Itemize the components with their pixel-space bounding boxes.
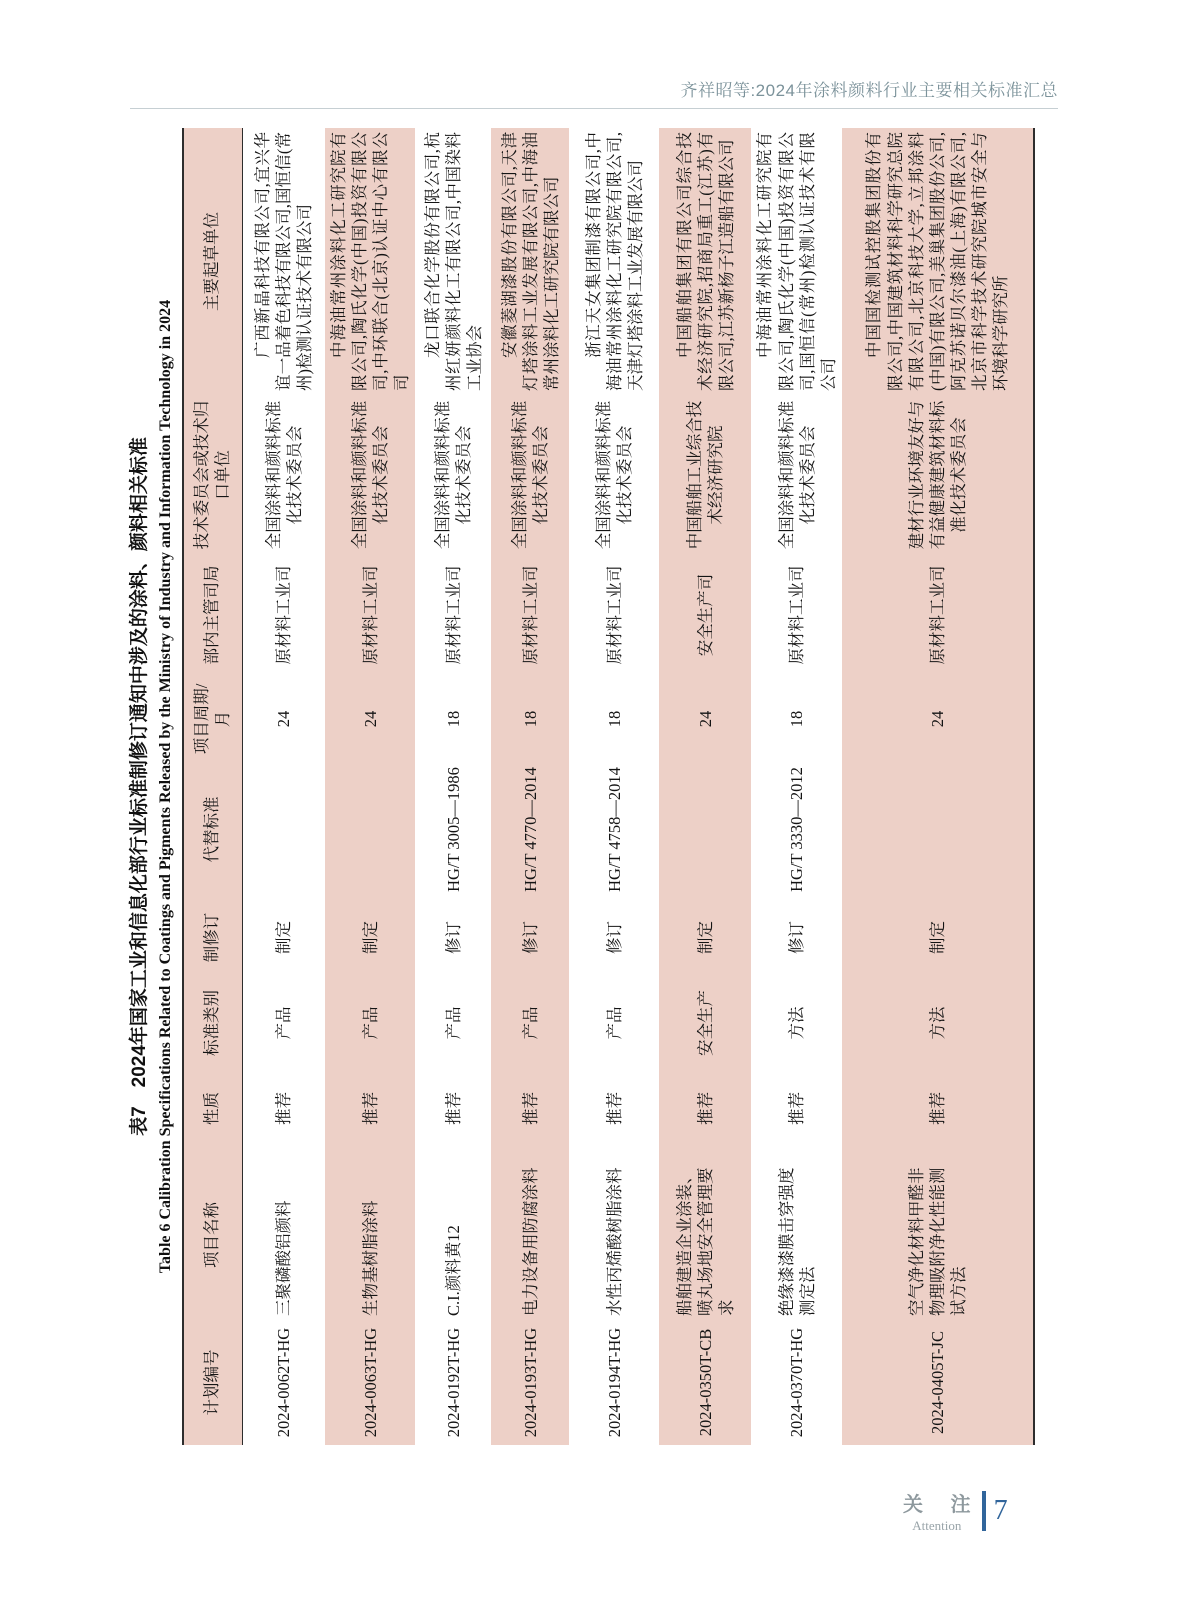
cell-category: 安全生产 — [695, 990, 715, 1056]
cell-replaces — [242, 763, 325, 896]
cell-plan_no: 2024-0193T-HG — [520, 1327, 540, 1438]
cell-drafters: 浙江天女集团制漆有限公司,中海油常州涂料化工研究院有限公司,天津灯塔涂料工业发展有限公司 — [583, 132, 645, 391]
cell-committee: 全国涂料和颜料标准化技术委员会 — [776, 400, 817, 550]
page-footer — [903, 1488, 1008, 1534]
page-number: 7 — [993, 1495, 1008, 1526]
cell-nature: 推荐 — [274, 1092, 294, 1125]
cell-plan_no: 2024-0350T-CB — [695, 1328, 715, 1437]
cell-action: 制定 — [274, 921, 294, 954]
cell-nature: 推荐 — [443, 1092, 463, 1125]
cell-action: 制定 — [695, 921, 715, 954]
cell-replaces: HG/T 3330—2012 — [787, 767, 807, 892]
cell-action: 修订 — [443, 921, 463, 954]
table-row — [415, 128, 491, 1445]
cell-name: 空气净化材料甲醛非物理吸附净化性能测试方法 — [906, 1167, 968, 1316]
cell-nature: 推荐 — [604, 1092, 624, 1125]
cell-replaces: HG/T 4758—2014 — [604, 767, 624, 892]
col-header-dept: 部内主管司局 — [183, 555, 242, 675]
cell-dept: 原材料工业司 — [520, 565, 540, 665]
cell-plan_no: 2024-0370T-HG — [787, 1327, 807, 1438]
cell-cycle: 18 — [604, 710, 624, 728]
cell-cycle: 24 — [274, 710, 294, 728]
footer-divider-bar — [982, 1491, 986, 1531]
cell-category: 方法 — [787, 1006, 807, 1040]
cell-committee: 全国涂料和颜料标准化技术委员会 — [350, 400, 391, 550]
cell-action: 制定 — [927, 921, 947, 954]
col-header-category: 标准类别 — [183, 979, 242, 1067]
cell-cycle: 24 — [695, 710, 715, 728]
cell-replaces — [842, 763, 1034, 896]
col-header-nature: 性质 — [183, 1067, 242, 1150]
cell-name: 水性丙烯酸树脂涂料 — [604, 1167, 624, 1316]
cell-name: 绝缘漆漆膜击穿强度测定法 — [776, 1167, 817, 1316]
cell-category: 产品 — [443, 1006, 463, 1040]
cell-dept: 原材料工业司 — [787, 565, 807, 665]
cell-replaces: HG/T 3005—1986 — [443, 767, 463, 892]
cell-replaces — [659, 763, 751, 896]
cell-plan_no: 2024-0062T-HG — [274, 1327, 294, 1438]
cell-drafters: 中海油常州涂料化工研究院有限公司,陶氏化学(中国)投资有限公司,中环联合(北京)认证中心有限公司 — [329, 132, 412, 391]
cell-drafters: 中海油常州涂料化工研究院有限公司,陶氏化学(中国)投资有限公司,国恒信(常州)检测认证技术有限公司 — [755, 132, 838, 391]
table-row — [659, 128, 751, 1445]
cell-nature: 推荐 — [360, 1092, 380, 1125]
running-head — [130, 76, 1058, 109]
cell-category: 产品 — [520, 1006, 540, 1040]
cell-action: 制定 — [360, 921, 380, 954]
cell-action: 修订 — [520, 921, 540, 954]
col-header-plan_no: 计划编号 — [183, 1320, 242, 1445]
cell-committee: 全国涂料和颜料标准化技术委员会 — [263, 400, 304, 550]
cell-dept: 安全生产司 — [695, 573, 715, 657]
table-row — [325, 128, 415, 1445]
cell-replaces — [325, 763, 415, 896]
cell-name: 三聚磷酸铝颜料 — [274, 1200, 294, 1316]
cell-name: 电力设备用防腐涂料 — [520, 1167, 540, 1316]
table-row — [569, 128, 659, 1445]
cell-replaces: HG/T 4770—2014 — [520, 767, 540, 892]
cell-category: 方法 — [927, 1006, 947, 1040]
cell-cycle: 18 — [787, 710, 807, 728]
cell-dept: 原材料工业司 — [443, 565, 463, 665]
cell-drafters: 广西新晶科技有限公司,宜兴华谊一品着色科技有限公司,国恒信(常州)检测认证技术有限公司 — [253, 132, 315, 391]
standards-table — [182, 128, 1035, 1445]
footer-section — [903, 1488, 971, 1534]
cell-action: 修订 — [604, 921, 624, 954]
cell-committee: 建材行业环境友好与有益健康建筑材料标准化技术委员会 — [906, 400, 968, 550]
cell-name: 生物基树脂涂料 — [360, 1200, 380, 1316]
cell-nature: 推荐 — [695, 1092, 715, 1125]
cell-drafters: 中国船舶集团有限公司综合技术经济研究院,招商局重工(江苏)有限公司,江苏新杨子江造船有限公司 — [674, 132, 736, 391]
table-title-zh: 表7 2024年国家工业和信息化部行业标准制修订通知中涉及的涂料、颜料相关标准 — [129, 437, 150, 1136]
table-row — [491, 128, 569, 1445]
table-header-row — [183, 128, 242, 1445]
cell-action: 修订 — [787, 921, 807, 954]
col-header-drafters: 主要起草单位 — [183, 128, 242, 395]
cell-nature: 推荐 — [787, 1092, 807, 1125]
cell-cycle: 24 — [360, 710, 380, 728]
col-header-cycle: 项目周期/月 — [183, 675, 242, 763]
cell-drafters: 龙口联合化学股份有限公司,杭州红妍颜料化工有限公司,中国染料工业协会 — [422, 132, 484, 391]
cell-committee: 全国涂料和颜料标准化技术委员会 — [433, 400, 474, 550]
col-header-action: 制修订 — [183, 896, 242, 979]
rotated-table-area — [128, 128, 1035, 1445]
cell-nature: 推荐 — [520, 1092, 540, 1125]
col-header-committee: 技术委员会或技术归口单位 — [183, 395, 242, 555]
table-title-en: Table 6 Calibration Specifications Related to Coatings and Pigments Released by the Ministry of Industry and Information Technology in 2024 — [157, 299, 174, 1274]
cell-dept: 原材料工业司 — [604, 565, 624, 665]
table-row — [751, 128, 841, 1445]
cell-name: 船舶建造企业涂装、喷丸场地安全管理要求 — [674, 1167, 736, 1316]
cell-plan_no: 2024-0063T-HG — [360, 1327, 380, 1438]
cell-drafters: 安徽菱湖漆股份有限公司,天津灯塔涂料工业发展有限公司,中海油常州涂料化工研究院有限公司 — [499, 132, 561, 391]
running-head-text: 齐祥昭等:2024年涂料颜料行业主要相关标准汇总 — [680, 81, 1058, 100]
cell-cycle: 18 — [520, 710, 540, 728]
cell-cycle: 18 — [443, 710, 463, 728]
col-header-replaces: 代替标准 — [183, 763, 242, 896]
cell-cycle: 24 — [927, 710, 947, 728]
cell-dept: 原材料工业司 — [927, 565, 947, 665]
cell-category: 产品 — [604, 1006, 624, 1040]
cell-name: C.I.颜料黄12 — [443, 1225, 463, 1316]
col-header-name: 项目名称 — [183, 1150, 242, 1320]
cell-dept: 原材料工业司 — [274, 565, 294, 665]
cell-nature: 推荐 — [927, 1092, 947, 1125]
footer-section-label-zh: 关 注 — [903, 1494, 971, 1516]
cell-drafters: 中国国检测试控股集团股份有限公司,中国建筑材料科学研究总院有限公司,北京科技大学,立邦涂料(中国)有限公司,美巢集团股份公司,阿克苏诺贝尔漆油(上海)有限公司,北京市科学技术研究院城市安全与环境科学研究所 — [864, 132, 1011, 391]
cell-committee: 全国涂料和颜料标准化技术委员会 — [594, 400, 635, 550]
cell-category: 产品 — [274, 1006, 294, 1040]
cell-dept: 原材料工业司 — [360, 565, 380, 665]
cell-plan_no: 2024-0192T-HG — [443, 1327, 463, 1438]
cell-committee: 全国涂料和颜料标准化技术委员会 — [510, 400, 551, 550]
cell-category: 产品 — [360, 1006, 380, 1040]
table-row — [242, 128, 325, 1445]
cell-committee: 中国船舶工业综合技术经济研究院 — [685, 400, 726, 550]
cell-plan_no: 2024-0194T-HG — [604, 1327, 624, 1438]
footer-section-label-en: Attention — [912, 1518, 962, 1533]
cell-plan_no: 2024-0405T-JC — [927, 1331, 947, 1434]
table-row — [842, 128, 1034, 1445]
